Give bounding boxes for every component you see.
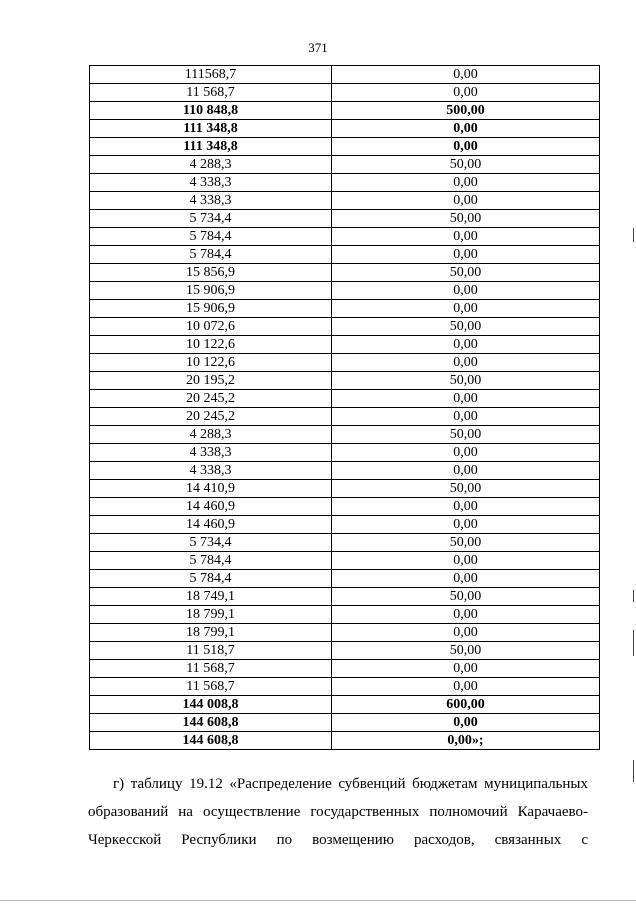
amount-cell: 4 288,3 [90, 156, 332, 174]
value-cell: 0,00»; [332, 732, 600, 750]
table-row [90, 102, 600, 120]
table-row [90, 282, 600, 300]
table-row [90, 138, 600, 156]
table-row [90, 642, 600, 660]
amount-cell: 18 749,1 [90, 588, 332, 606]
table-row [90, 354, 600, 372]
amount-cell: 14 460,9 [90, 498, 332, 516]
table-row [90, 84, 600, 102]
table-row [90, 732, 600, 750]
value-cell: 0,00 [332, 444, 600, 462]
value-cell: 0,00 [332, 714, 600, 732]
value-cell: 50,00 [332, 480, 600, 498]
value-cell: 0,00 [332, 408, 600, 426]
table-row [90, 480, 600, 498]
table-row [90, 120, 600, 138]
table-row [90, 606, 600, 624]
value-cell: 0,00 [332, 390, 600, 408]
amount-cell: 5 734,4 [90, 210, 332, 228]
scan-mark [633, 228, 634, 242]
amount-cell: 4 338,3 [90, 462, 332, 480]
value-cell: 0,00 [332, 552, 600, 570]
amount-cell: 5 784,4 [90, 246, 332, 264]
amount-cell: 11 568,7 [90, 660, 332, 678]
value-cell: 0,00 [332, 246, 600, 264]
table-row [90, 660, 600, 678]
value-cell: 50,00 [332, 264, 600, 282]
amount-cell: 5 784,4 [90, 228, 332, 246]
amount-cell: 18 799,1 [90, 624, 332, 642]
value-cell: 0,00 [332, 120, 600, 138]
table-row [90, 408, 600, 426]
table-row [90, 318, 600, 336]
value-cell: 0,00 [332, 228, 600, 246]
table-body [90, 66, 600, 750]
value-cell: 0,00 [332, 66, 600, 84]
table-row [90, 678, 600, 696]
scan-mark [633, 760, 634, 782]
amount-cell: 11 568,7 [90, 678, 332, 696]
value-cell: 0,00 [332, 624, 600, 642]
table-row [90, 516, 600, 534]
amount-cell: 5 784,4 [90, 552, 332, 570]
table-row [90, 336, 600, 354]
table-row [90, 300, 600, 318]
amount-cell: 20 245,2 [90, 408, 332, 426]
table-row [90, 552, 600, 570]
amount-cell: 20 195,2 [90, 372, 332, 390]
amount-cell: 144 608,8 [90, 732, 332, 750]
amount-cell: 5 784,4 [90, 570, 332, 588]
scan-mark [633, 630, 634, 656]
amount-cell: 14 410,9 [90, 480, 332, 498]
value-cell: 0,00 [332, 462, 600, 480]
table-row [90, 192, 600, 210]
value-cell: 50,00 [332, 372, 600, 390]
paragraph-line: Черкесской Республики по возмещению расходов, связанных с [88, 832, 588, 848]
table-row [90, 624, 600, 642]
value-cell: 0,00 [332, 660, 600, 678]
amount-cell: 18 799,1 [90, 606, 332, 624]
table-row [90, 264, 600, 282]
value-cell: 0,00 [332, 282, 600, 300]
table-row [90, 66, 600, 84]
amount-cell: 110 848,8 [90, 102, 332, 120]
table-row [90, 426, 600, 444]
value-cell: 50,00 [332, 588, 600, 606]
table-row [90, 696, 600, 714]
table-row [90, 462, 600, 480]
value-cell: 50,00 [332, 642, 600, 660]
amount-cell: 4 288,3 [90, 426, 332, 444]
amount-cell: 10 072,6 [90, 318, 332, 336]
table-row [90, 372, 600, 390]
value-cell: 0,00 [332, 570, 600, 588]
amount-cell: 5 734,4 [90, 534, 332, 552]
paragraph-line: образований на осуществление государственных полномочий Карачаево- [88, 804, 588, 820]
table-row [90, 498, 600, 516]
amount-cell: 10 122,6 [90, 354, 332, 372]
value-cell: 0,00 [332, 498, 600, 516]
table-row [90, 210, 600, 228]
page-number: 371 [308, 40, 328, 55]
table-row [90, 588, 600, 606]
value-cell: 50,00 [332, 210, 600, 228]
value-cell: 0,00 [332, 300, 600, 318]
value-cell: 0,00 [332, 192, 600, 210]
value-cell: 500,00 [332, 102, 600, 120]
amount-cell: 4 338,3 [90, 192, 332, 210]
table-row [90, 228, 600, 246]
table-row [90, 534, 600, 552]
value-cell: 0,00 [332, 606, 600, 624]
table-row [90, 174, 600, 192]
amount-cell: 111 348,8 [90, 120, 332, 138]
data-table [89, 65, 600, 750]
table-row [90, 444, 600, 462]
value-cell: 600,00 [332, 696, 600, 714]
value-cell: 0,00 [332, 84, 600, 102]
amount-cell: 11 568,7 [90, 84, 332, 102]
amount-cell: 15 906,9 [90, 300, 332, 318]
table-row [90, 714, 600, 732]
amount-cell: 111568,7 [90, 66, 332, 84]
value-cell: 50,00 [332, 426, 600, 444]
paragraph-line: г) таблицу 19.12 «Распределение субвенций бюджетам муниципальных [113, 776, 588, 792]
value-cell: 0,00 [332, 678, 600, 696]
amount-cell: 4 338,3 [90, 444, 332, 462]
amount-cell: 20 245,2 [90, 390, 332, 408]
amount-cell: 111 348,8 [90, 138, 332, 156]
value-cell: 0,00 [332, 336, 600, 354]
value-cell: 0,00 [332, 354, 600, 372]
value-cell: 50,00 [332, 534, 600, 552]
value-cell: 0,00 [332, 516, 600, 534]
table-row [90, 156, 600, 174]
scan-mark [633, 590, 634, 602]
amount-cell: 144 008,8 [90, 696, 332, 714]
value-cell: 0,00 [332, 138, 600, 156]
value-cell: 0,00 [332, 174, 600, 192]
scan-edge [0, 900, 636, 901]
amount-cell: 11 518,7 [90, 642, 332, 660]
amount-cell: 10 122,6 [90, 336, 332, 354]
body-paragraph [88, 770, 588, 854]
table-row [90, 390, 600, 408]
amount-cell: 4 338,3 [90, 174, 332, 192]
amount-cell: 15 906,9 [90, 282, 332, 300]
amount-cell: 15 856,9 [90, 264, 332, 282]
amount-cell: 144 608,8 [90, 714, 332, 732]
table-row [90, 570, 600, 588]
table-row [90, 246, 600, 264]
value-cell: 50,00 [332, 318, 600, 336]
amount-cell: 14 460,9 [90, 516, 332, 534]
value-cell: 50,00 [332, 156, 600, 174]
